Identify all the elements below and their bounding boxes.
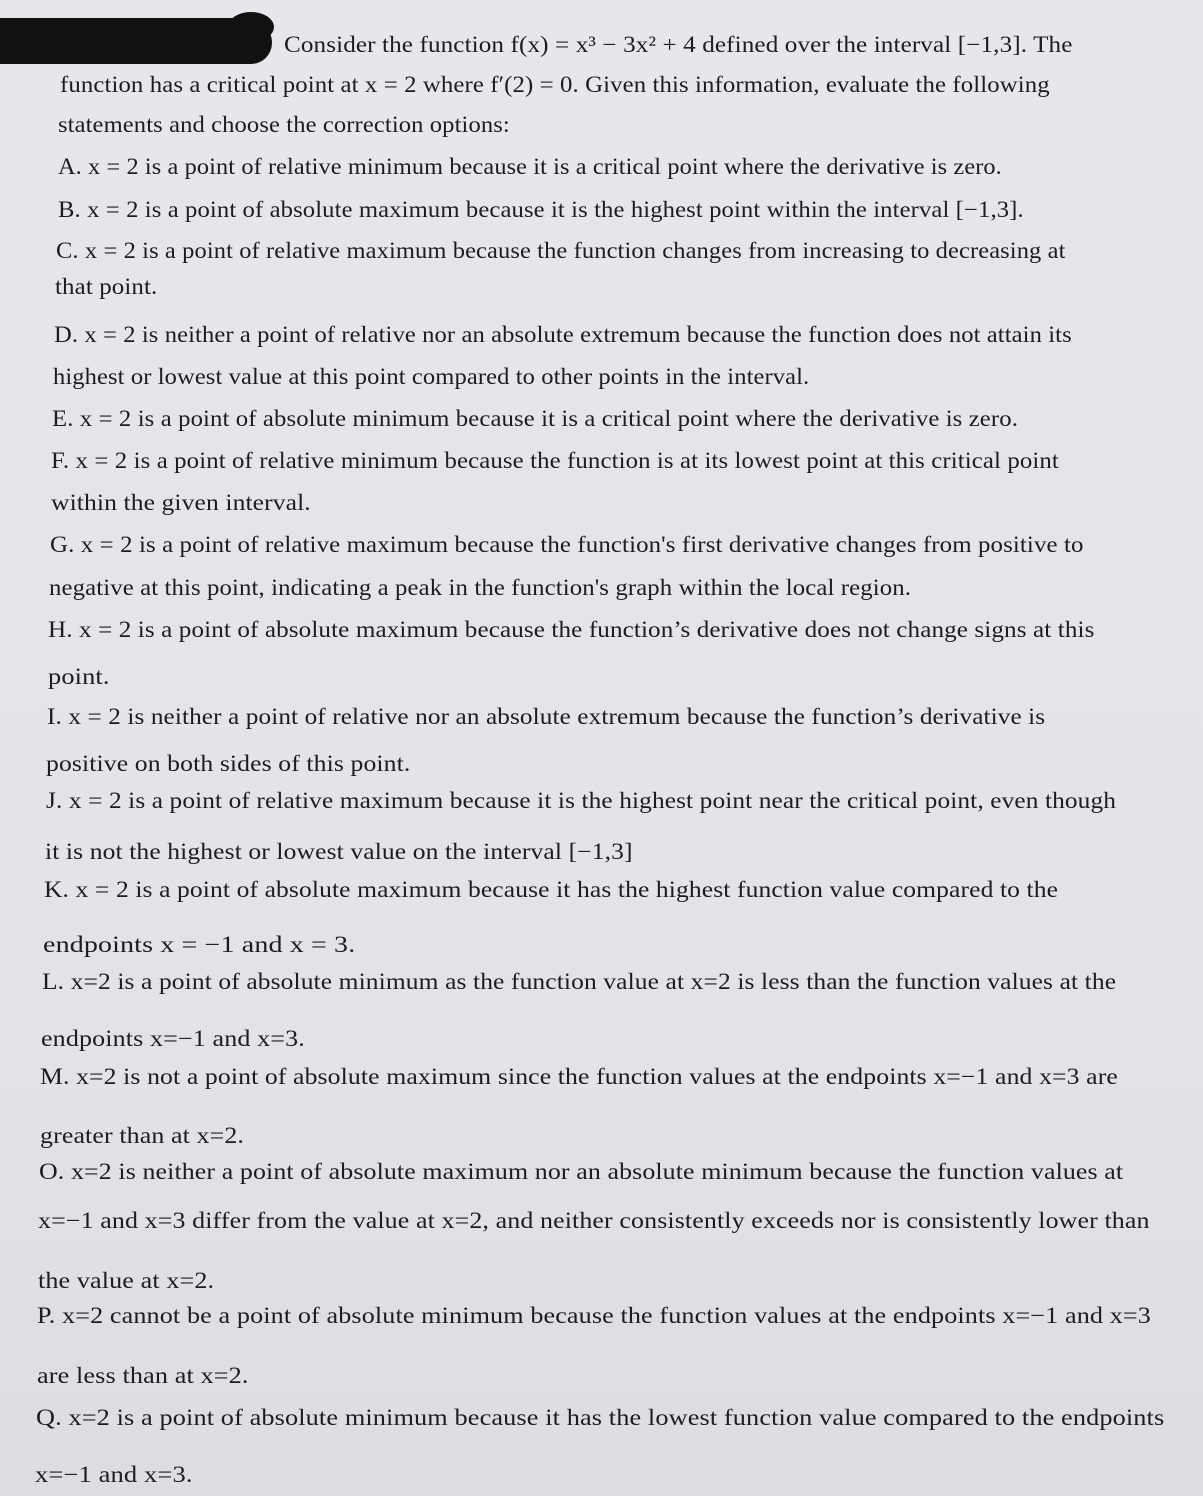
- option-l-line-2: endpoints x=−1 and x=3.: [41, 1026, 305, 1051]
- option-j-line-2: it is not the highest or lowest value on the interval [−1,3]: [45, 839, 633, 864]
- option-o-line-1: O. x=2 is neither a point of absolute maximum nor an absolute minimum because the function values at: [39, 1159, 1124, 1184]
- option-q-line-1: Q. x=2 is a point of absolute minimum because it has the lowest function value compared to the endpoints: [36, 1405, 1165, 1430]
- option-k-line-1: K. x = 2 is a point of absolute maximum because it has the highest function value compared to the: [44, 877, 1059, 902]
- question-stem-line-2: function has a critical point at x = 2 where f′(2) = 0. Given this information, evaluate the following: [60, 72, 1050, 97]
- option-i-line-2: positive on both sides of this point.: [46, 751, 411, 776]
- option-h-line-2: point.: [48, 664, 110, 689]
- option-j-line-1: J. x = 2 is a point of relative maximum because it is the highest point near the critical point, even though: [46, 788, 1117, 813]
- option-i-line-1: I. x = 2 is neither a point of relative nor an absolute extremum because the function’s derivative is: [47, 704, 1046, 729]
- option-l-line-1: L. x=2 is a point of absolute minimum as the function value at x=2 is less than the function values at the: [42, 969, 1117, 994]
- option-m-line-2: greater than at x=2.: [40, 1123, 245, 1148]
- option-p-line-1: P. x=2 cannot be a point of absolute minimum because the function values at the endpoints x=−1 and x=3: [37, 1303, 1151, 1328]
- question-stem-line-3: statements and choose the correction options:: [58, 112, 510, 137]
- option-d-line-2: highest or lowest value at this point compared to other points in the interval.: [53, 364, 810, 389]
- option-d-line-1: D. x = 2 is neither a point of relative nor an absolute extremum because the function does not attain its: [54, 322, 1072, 347]
- question-stem-line-1: Consider the function f(x) = x³ − 3x² + 4 defined over the interval [−1,3]. The: [284, 32, 1073, 57]
- option-o-line-3: the value at x=2.: [38, 1268, 215, 1293]
- option-k-line-2: endpoints x = −1 and x = 3.: [43, 932, 356, 957]
- option-e-line-1: E. x = 2 is a point of absolute minimum because it is a critical point where the derivative is zero.: [52, 406, 1019, 431]
- option-b-line-1: B. x = 2 is a point of absolute maximum because it is the highest point within the interval [−1,3].: [58, 197, 1024, 222]
- option-o-line-2: x=−1 and x=3 differ from the value at x=2, and neither consistently exceeds nor is consistently lower than: [38, 1208, 1150, 1233]
- option-c-line-1: C. x = 2 is a point of relative maximum because the function changes from increasing to decreasing at: [56, 238, 1066, 263]
- option-f-line-2: within the given interval.: [51, 490, 311, 515]
- option-c-line-2: that point.: [55, 274, 158, 299]
- option-m-line-1: M. x=2 is not a point of absolute maximum since the function values at the endpoints x=−1 and x=3 are: [40, 1064, 1118, 1089]
- option-g-line-1: G. x = 2 is a point of relative maximum because the function's first derivative changes from positive to: [50, 532, 1084, 557]
- option-p-line-2: are less than at x=2.: [37, 1363, 249, 1388]
- option-h-line-1: H. x = 2 is a point of absolute maximum because the function’s derivative does not change signs at this: [48, 617, 1095, 642]
- option-g-line-2: negative at this point, indicating a peak in the function's graph within the local region.: [49, 575, 912, 600]
- option-q-line-2: x=−1 and x=3.: [35, 1462, 193, 1487]
- redaction-mark-edge: [228, 12, 274, 42]
- option-f-line-1: F. x = 2 is a point of relative minimum because the function is at its lowest point at this critical point: [51, 448, 1059, 473]
- option-a-line-1: A. x = 2 is a point of relative minimum because it is a critical point where the derivative is zero.: [58, 154, 1002, 179]
